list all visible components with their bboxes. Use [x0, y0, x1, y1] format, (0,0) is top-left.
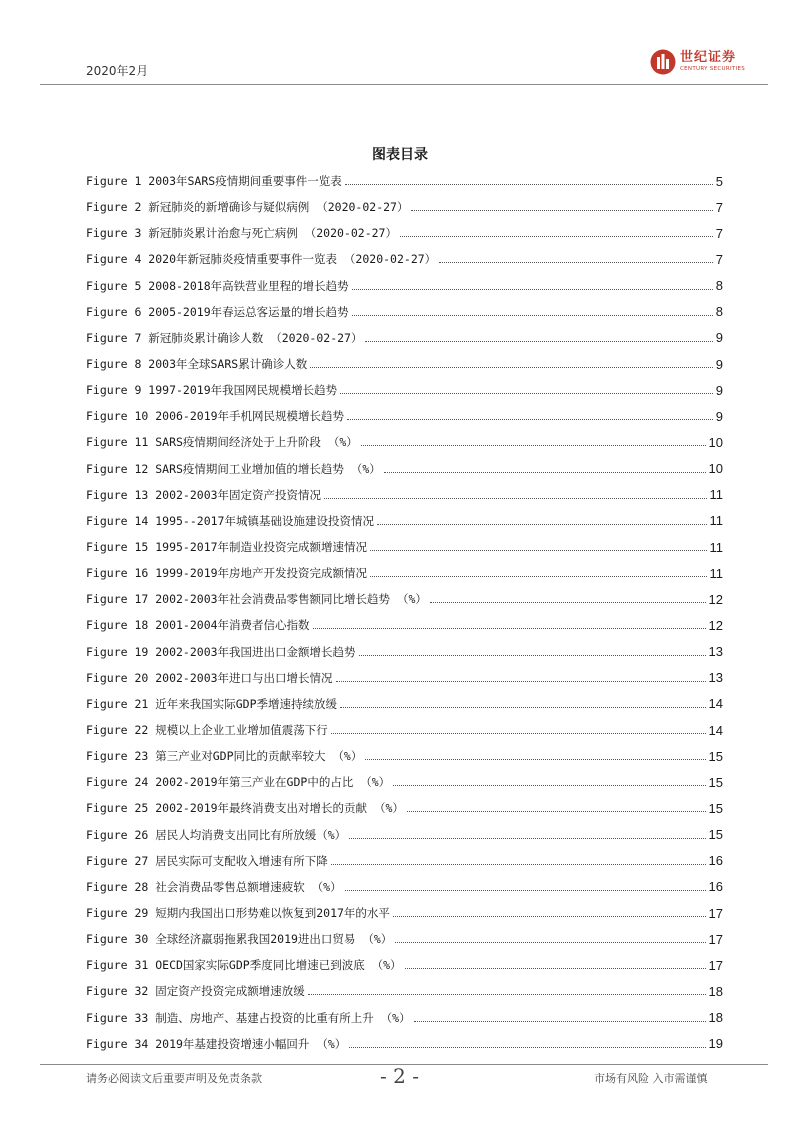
toc-entry-page: 9 — [715, 408, 723, 424]
toc-entry[interactable] — [86, 691, 723, 717]
toc-entry[interactable] — [86, 665, 723, 691]
toc-entry-page: 7 — [715, 251, 723, 267]
header-date: 2020年2月 — [86, 64, 149, 78]
toc-entry-label: Figure 34 2019年基建投资增速小幅回升 （%） — [86, 1036, 347, 1051]
toc-entry[interactable] — [86, 560, 723, 586]
toc-entry-page: 17 — [708, 931, 723, 947]
toc-dot-leader — [407, 810, 706, 812]
toc-entry-label: Figure 2 新冠肺炎的新增确诊与疑似病例 （2020-02-27） — [86, 200, 409, 215]
toc-dot-leader — [405, 967, 706, 969]
toc-entry[interactable] — [86, 612, 723, 638]
toc-dot-leader — [345, 183, 713, 185]
toc-entry-label: Figure 7 新冠肺炎累计确诊人数 （2020-02-27） — [86, 330, 363, 345]
toc-entry-label: Figure 22 规模以上企业工业增加值震荡下行 — [86, 723, 328, 738]
logo-name-cn: 世纪证券 — [680, 50, 737, 66]
toc-entry[interactable] — [86, 508, 723, 534]
toc-entry[interactable] — [86, 743, 723, 769]
toc-entry-page: 8 — [715, 278, 723, 294]
toc-dot-leader — [308, 993, 706, 995]
toc-dot-leader — [340, 706, 706, 708]
toc-dot-leader — [400, 235, 713, 237]
toc-entry-label: Figure 13 2002-2003年固定资产投资情况 — [86, 487, 322, 502]
toc-entry-label: Figure 15 1995-2017年制造业投资完成额增速情况 — [86, 540, 368, 555]
toc-entry-label: Figure 17 2002-2003年社会消费品零售额同比增长趋势 （%） — [86, 592, 427, 607]
toc-list — [86, 168, 723, 1057]
toc-entry[interactable] — [86, 586, 723, 612]
toc-entry-label: Figure 1 2003年SARS疫情期间重要事件一览表 — [86, 174, 342, 189]
toc-dot-leader — [384, 471, 706, 473]
toc-entry[interactable] — [86, 220, 723, 246]
toc-entry-page: 19 — [708, 1036, 723, 1052]
toc-entry-page: 7 — [715, 225, 723, 241]
toc-entry-label: Figure 30 全球经济羸弱拖累我国2019进出口贸易 （%） — [86, 932, 393, 947]
toc-dot-leader — [331, 863, 706, 865]
toc-entry-page: 18 — [708, 983, 723, 999]
toc-entry-page: 11 — [709, 513, 723, 529]
toc-entry[interactable] — [86, 717, 723, 743]
toc-entry-label: Figure 14 1995--2017年城镇基础设施建设投资情况 — [86, 513, 374, 528]
footer-risk-notice: 市场有风险 入市需谨慎 — [594, 1072, 708, 1085]
toc-entry[interactable] — [86, 403, 723, 429]
toc-entry[interactable] — [86, 482, 723, 508]
toc-entry-label: Figure 11 SARS疫情期间经济处于上升阶段 （%） — [86, 435, 358, 450]
toc-dot-leader — [439, 261, 713, 263]
toc-entry-label: Figure 18 2001-2004年消费者信心指数 — [86, 618, 310, 633]
toc-entry-label: Figure 28 社会消费品零售总额增速疲软 （%） — [86, 879, 342, 894]
toc-dot-leader — [347, 418, 713, 420]
toc-entry-page: 15 — [708, 827, 723, 843]
toc-entry[interactable] — [86, 822, 723, 848]
toc-entry-label: Figure 4 2020年新冠肺炎疫情重要事件一览表 （2020-02-27） — [86, 252, 437, 267]
toc-entry-label: Figure 33 制造、房地产、基建占投资的比重有所上升 （%） — [86, 1010, 411, 1025]
toc-entry-page: 14 — [708, 722, 723, 738]
toc-entry-page: 15 — [708, 774, 723, 790]
toc-dot-leader — [352, 314, 713, 316]
toc-entry[interactable] — [86, 194, 723, 220]
toc-dot-leader — [324, 497, 706, 499]
toc-entry[interactable] — [86, 377, 723, 403]
toc-dot-leader — [345, 889, 706, 891]
logo-building-icon — [650, 49, 676, 75]
toc-dot-leader — [365, 758, 705, 760]
toc-entry-label: Figure 9 1997-2019年我国网民规模增长趋势 — [86, 383, 338, 398]
toc-entry-page: 17 — [708, 957, 723, 973]
toc-entry-page: 9 — [715, 382, 723, 398]
toc-entry-page: 13 — [708, 644, 723, 660]
toc-entry[interactable] — [86, 848, 723, 874]
toc-entry[interactable] — [86, 769, 723, 795]
toc-dot-leader — [359, 654, 706, 656]
toc-entry-label: Figure 32 固定资产投资完成额增速放缓 — [86, 984, 305, 999]
toc-entry-label: Figure 12 SARS疫情期间工业增加值的增长趋势 （%） — [86, 461, 381, 476]
toc-dot-leader — [393, 915, 706, 917]
toc-entry-label: Figure 6 2005-2019年春运总客运量的增长趋势 — [86, 304, 349, 319]
toc-dot-leader — [310, 366, 713, 368]
toc-entry-label: Figure 25 2002-2019年最终消费支出对增长的贡献 （%） — [86, 801, 404, 816]
toc-entry-page: 16 — [708, 853, 723, 869]
toc-entry-page: 11 — [709, 565, 723, 581]
company-logo — [650, 46, 750, 78]
toc-entry-label: Figure 19 2002-2003年我国进出口金额增长趋势 — [86, 644, 356, 659]
toc-entry-label: Figure 29 短期内我国出口形势难以恢复到2017年的水平 — [86, 906, 390, 920]
toc-entry-page: 17 — [708, 905, 723, 921]
toc-dot-leader — [331, 732, 706, 734]
toc-dot-leader — [393, 784, 705, 786]
toc-entry-page: 12 — [708, 591, 723, 607]
toc-entry[interactable] — [86, 273, 723, 299]
toc-entry-label: Figure 21 近年来我国实际GDP季增速持续放缓 — [86, 696, 338, 711]
toc-entry[interactable] — [86, 351, 723, 377]
toc-entry-page: 18 — [708, 1010, 723, 1026]
toc-entry[interactable] — [86, 325, 723, 351]
toc-entry-label: Figure 31 OECD国家实际GDP季度同比增速已到波底 （%） — [86, 958, 402, 973]
toc-entry-page: 13 — [708, 670, 723, 686]
toc-entry-page: 8 — [715, 304, 723, 320]
toc-entry-label: Figure 10 2006-2019年手机网民规模增长趋势 — [86, 409, 345, 424]
toc-entry-page: 11 — [709, 487, 723, 503]
toc-entry-page: 11 — [709, 539, 723, 555]
toc-dot-leader — [352, 288, 713, 290]
toc-dot-leader — [361, 444, 706, 446]
toc-entry[interactable] — [86, 900, 723, 926]
toc-entry-label: Figure 20 2002-2003年进口与出口增长情况 — [86, 670, 333, 685]
toc-entry[interactable] — [86, 299, 723, 325]
toc-entry-page: 7 — [715, 199, 723, 215]
toc-entry-page: 15 — [708, 748, 723, 764]
toc-entry[interactable] — [86, 978, 723, 1004]
toc-entry-label: Figure 24 2002-2019年第三产业在GDP中的占比 （%） — [86, 775, 391, 790]
toc-entry-label: Figure 27 居民实际可支配收入增速有所下降 — [86, 853, 328, 868]
toc-entry-label: Figure 3 新冠肺炎累计治愈与死亡病例 （2020-02-27） — [86, 226, 397, 241]
toc-entry-page: 9 — [715, 356, 723, 372]
toc-entry-page: 10 — [708, 461, 723, 477]
toc-entry-page: 15 — [708, 800, 723, 816]
toc-entry-label: Figure 26 居民人均消费支出同比有所放缓（%） — [86, 827, 347, 842]
toc-dot-leader — [349, 837, 705, 839]
toc-entry[interactable] — [86, 1005, 723, 1031]
toc-entry-label: Figure 5 2008-2018年高铁营业里程的增长趋势 — [86, 278, 349, 293]
toc-entry[interactable] — [86, 952, 723, 978]
toc-entry-page: 14 — [708, 696, 723, 712]
toc-dot-leader — [414, 1020, 706, 1022]
toc-dot-leader — [430, 601, 706, 603]
toc-entry-page: 16 — [708, 879, 723, 895]
toc-entry[interactable] — [86, 168, 723, 194]
toc-dot-leader — [370, 549, 706, 551]
toc-entry[interactable] — [86, 926, 723, 952]
toc-entry-label: Figure 8 2003年全球SARS累计确诊人数 — [86, 357, 308, 372]
toc-dot-leader — [377, 523, 707, 525]
toc-dot-leader — [370, 575, 706, 577]
toc-dot-leader — [349, 1046, 705, 1048]
toc-entry[interactable] — [86, 874, 723, 900]
logo-name-en: CENTURY SECURITIES — [680, 66, 746, 73]
toc-entry[interactable] — [86, 795, 723, 821]
toc-entry-page: 12 — [708, 617, 723, 633]
toc-dot-leader — [365, 340, 712, 342]
toc-entry-page: 9 — [715, 330, 723, 346]
toc-dot-leader — [340, 392, 713, 394]
toc-entry[interactable] — [86, 534, 723, 560]
toc-entry[interactable] — [86, 639, 723, 665]
page-number: - 2 - — [380, 1064, 419, 1088]
toc-entry-label: Figure 23 第三产业对GDP同比的贡献率较大 （%） — [86, 749, 363, 764]
footer-disclaimer: 请务必阅读文后重要声明及免责条款 — [86, 1072, 262, 1085]
toc-entry[interactable] — [86, 246, 723, 272]
header-rule — [40, 84, 768, 85]
toc-entry-page: 5 — [715, 173, 723, 189]
toc-dot-leader — [336, 680, 706, 682]
toc-entry-page: 10 — [708, 434, 723, 450]
toc-entry[interactable] — [86, 456, 723, 482]
toc-entry[interactable] — [86, 429, 723, 455]
toc-entry[interactable] — [86, 1031, 723, 1057]
toc-title: 图表目录 — [372, 147, 428, 163]
toc-dot-leader — [411, 209, 712, 211]
toc-entry-label: Figure 16 1999-2019年房地产开发投资完成额情况 — [86, 566, 368, 581]
toc-dot-leader — [313, 627, 706, 629]
toc-dot-leader — [395, 941, 705, 943]
